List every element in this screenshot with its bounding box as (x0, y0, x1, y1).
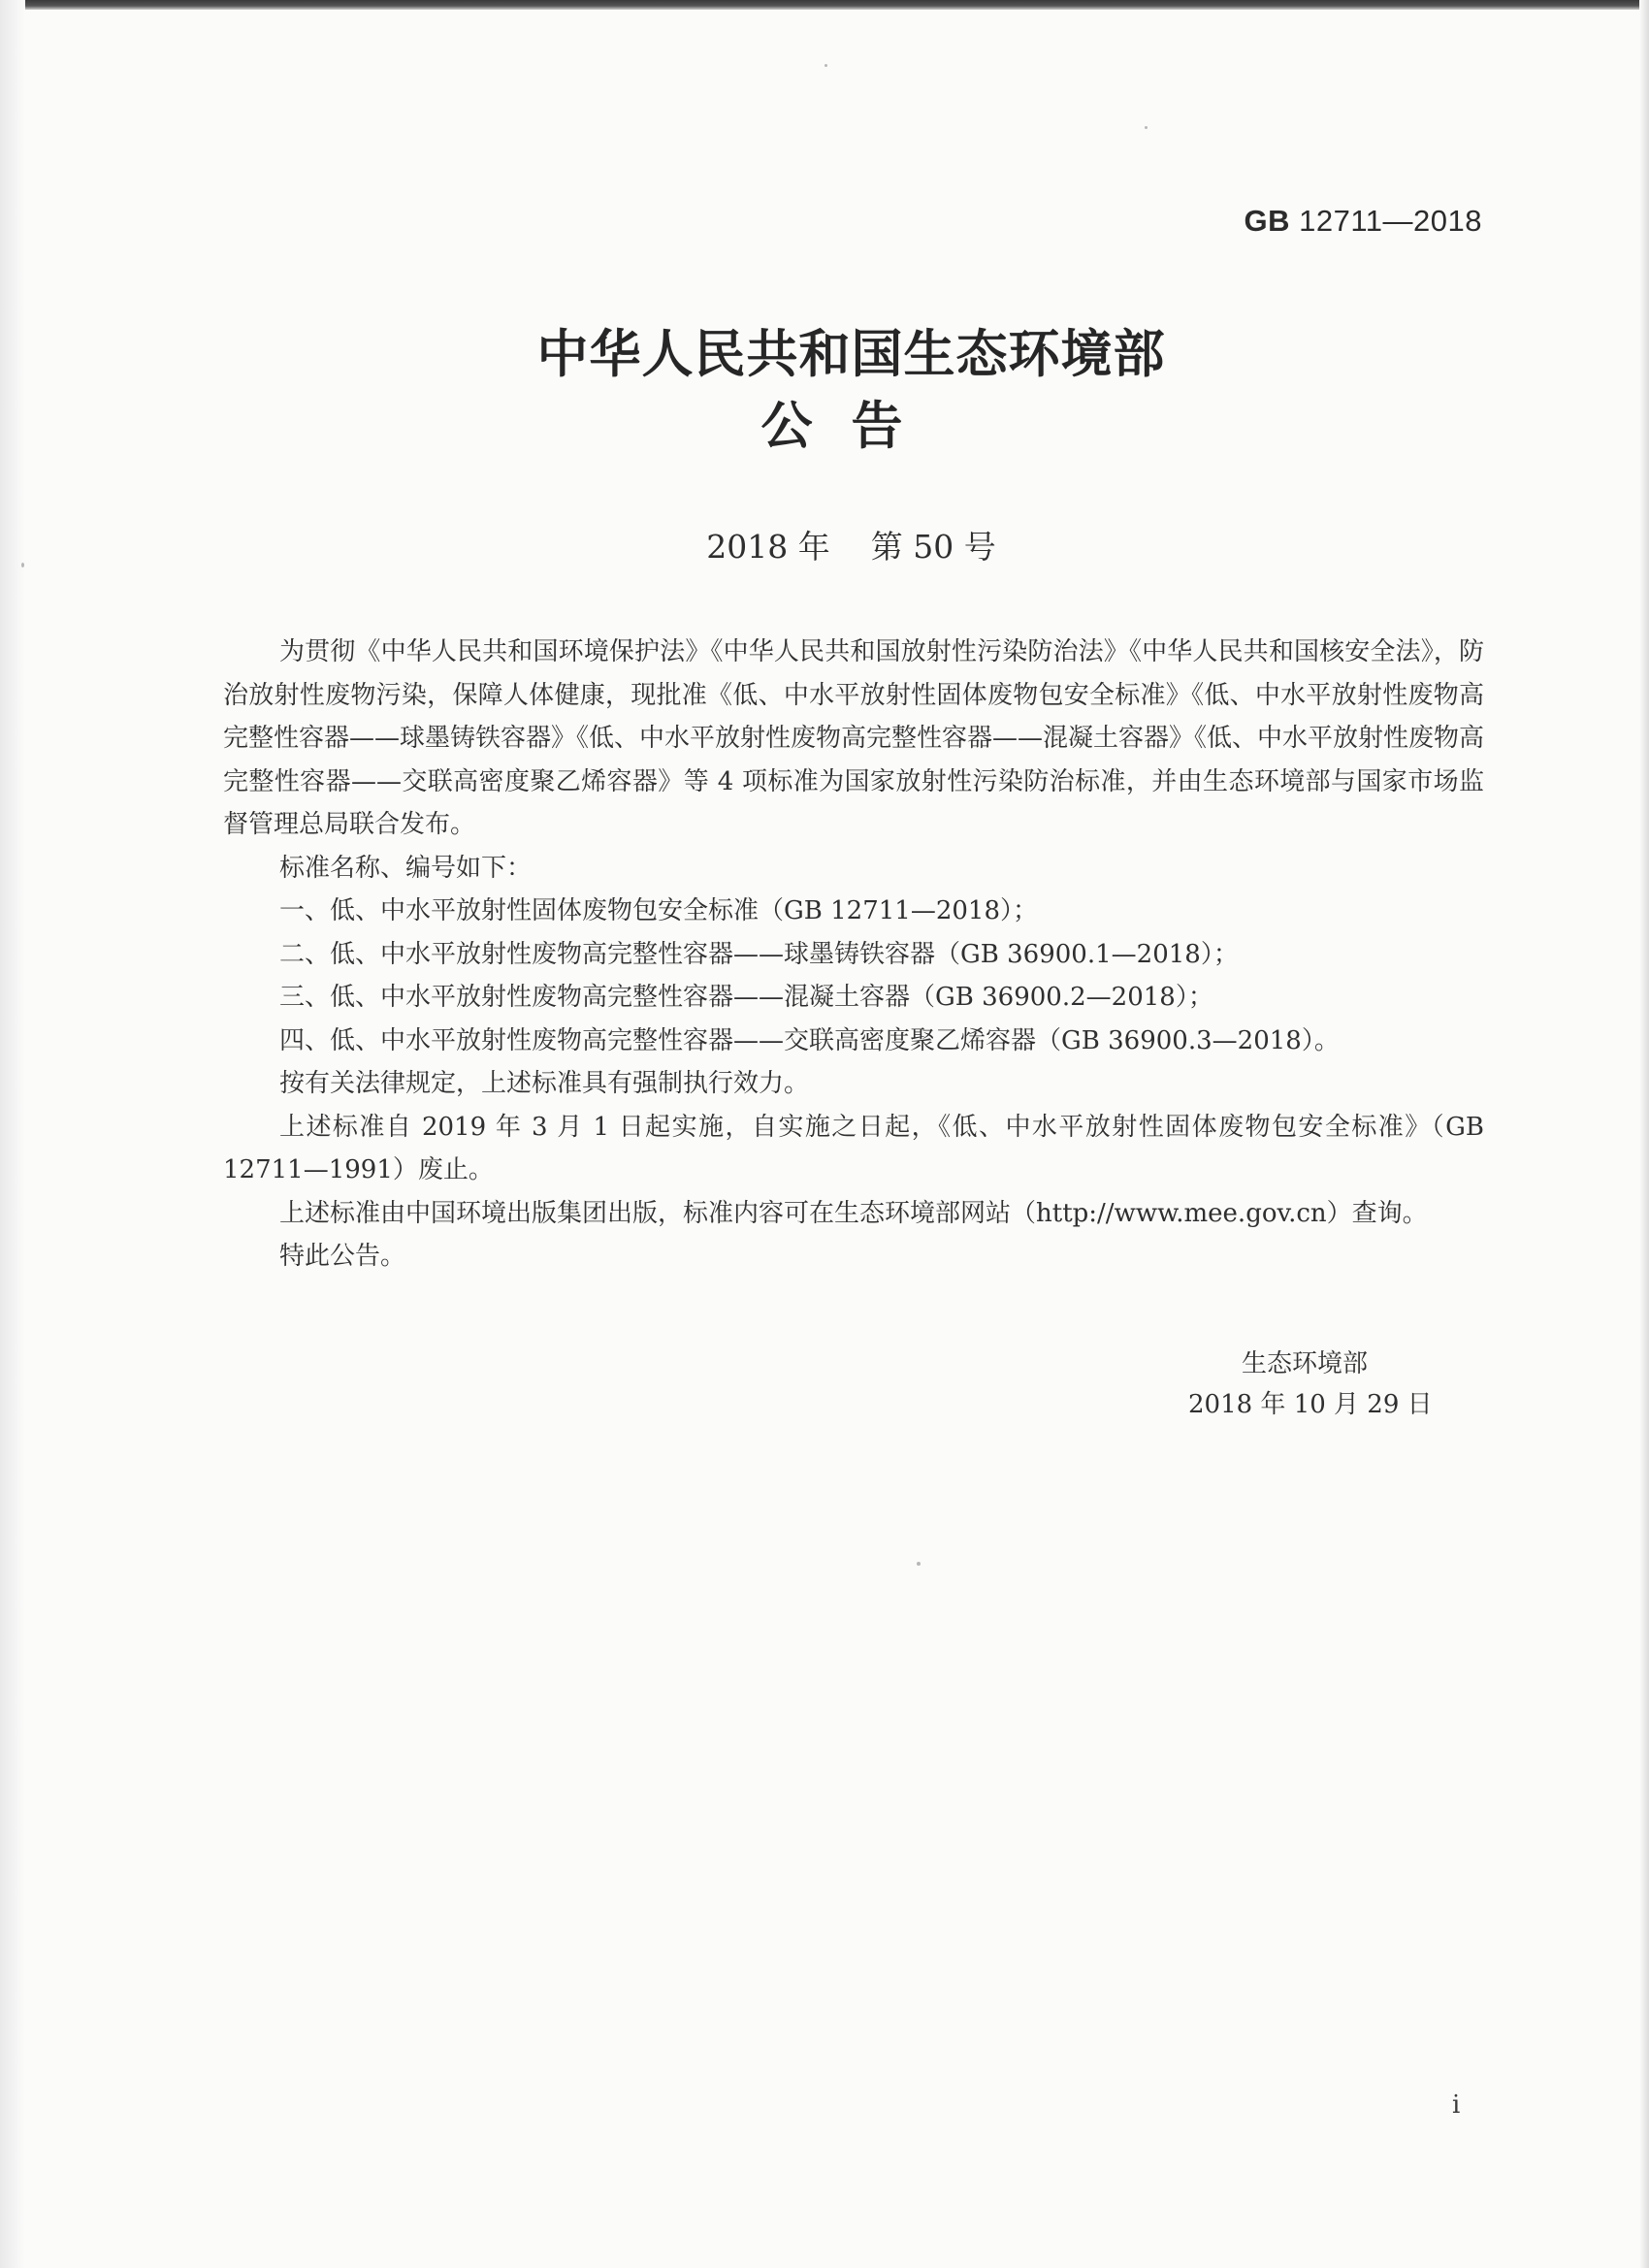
issue-sequence: 第 50 号 (870, 528, 996, 566)
standard-list-item: 二、低、中水平放射性废物高完整性容器——球墨铸铁容器（GB 36900.1—2018）； (279, 939, 1239, 969)
scan-speck (1145, 126, 1148, 129)
signing-date: 2018 年 10 月 29 日 (1188, 1390, 1433, 1419)
issuing-authority-title: 中华人民共和国生态环境部 (536, 324, 1166, 384)
standard-list-item: 三、低、中水平放射性废物高完整性容器——混凝土容器（GB 36900.2—2018）； (279, 983, 1213, 1012)
page-number: i (1452, 2090, 1461, 2120)
standard-list-item: 一、低、中水平放射性固体废物包安全标准（GB 12711—2018）； (279, 896, 1039, 925)
scan-speck (824, 64, 827, 67)
standard-code-number: 12711—2018 (1299, 204, 1482, 238)
scan-top-edge (0, 0, 1649, 10)
publication-paragraph: 上述标准由中国环境出版集团出版，标准内容可在生态环境部网站（http://www.mee.gov.cn）查询。 (279, 1198, 1428, 1228)
legal-effect-paragraph: 按有关法律规定，上述标准具有强制执行效力。 (279, 1069, 810, 1098)
signing-organization: 生态环境部 (1242, 1349, 1369, 1378)
issue-number (0, 522, 1649, 567)
intro-paragraph: 为贯彻《中华人民共和国环境保护法》《中华人民共和国放射性污染防治法》《中华人民共和国核安全法》，防治放射性废物污染，保障人体健康，现批准《低、中水平放射性固体废物包安全标准》《低、中水平放射性废物高完整性容器——球墨铸铁容器》《低、中水平放射性废物高完整性容器——混凝土容器》《低、中水平放射性废物高完整性容器——交联高密度聚乙烯容器》等 4 项标准为国家放射性污染防治标准，并由生态环境部与国家市场监督管理总局联合发布。 (223, 637, 1485, 839)
scan-speck (917, 1562, 921, 1566)
announcement-body (223, 631, 1484, 1279)
standard-list-item: 四、低、中水平放射性废物高完整性容器——交联高密度聚乙烯容器（GB 36900.3—2018）。 (279, 1025, 1340, 1055)
standard-code-prefix: GB (1244, 204, 1290, 238)
list-heading: 标准名称、编号如下： (279, 853, 533, 883)
announcement-heading: 公告 (760, 396, 942, 456)
announcement-title (0, 320, 1649, 464)
effective-date-paragraph: 上述标准自 2019 年 3 月 1 日起实施，自实施之日起，《低、中水平放射性固体废物包安全标准》（GB 12711—1991）废止。 (223, 1112, 1484, 1184)
closing-paragraph: 特此公告。 (279, 1242, 406, 1271)
issue-year: 2018 年 (706, 528, 830, 566)
standard-code (1245, 204, 1483, 239)
signature-block (1188, 1344, 1433, 1425)
